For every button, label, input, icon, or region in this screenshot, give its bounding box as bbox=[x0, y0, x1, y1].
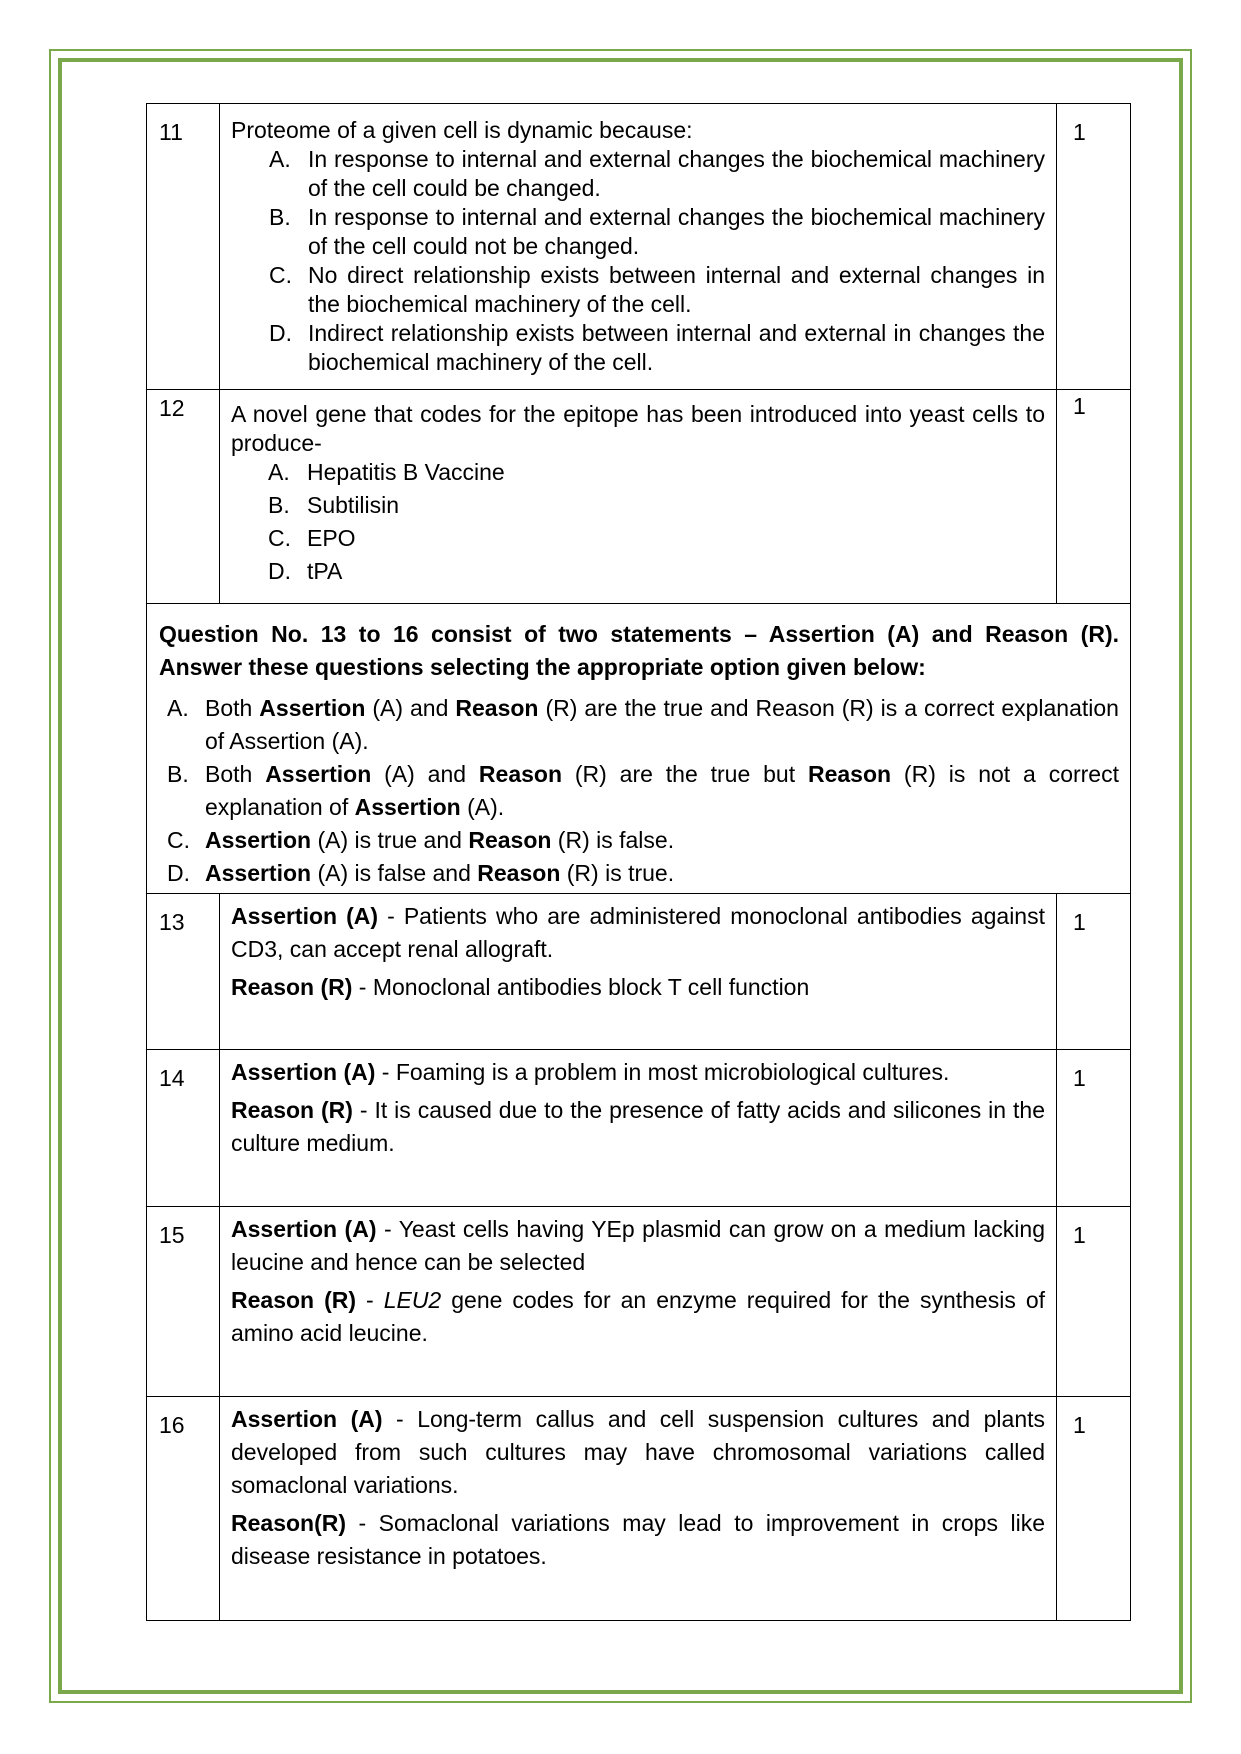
option-c bbox=[268, 524, 1045, 553]
question-marks: 1 bbox=[1057, 1050, 1131, 1207]
question-body bbox=[220, 1397, 1057, 1621]
text-run: (R) are the true but bbox=[562, 761, 808, 787]
question-body bbox=[220, 1050, 1057, 1207]
question-marks: 1 bbox=[1057, 1397, 1131, 1621]
option-b bbox=[269, 203, 1045, 261]
option-d bbox=[268, 557, 1045, 586]
text-run: (R) is true. bbox=[560, 860, 675, 886]
answer-key-list bbox=[159, 692, 1119, 890]
option-label: A. bbox=[268, 459, 290, 485]
question-number: 16 bbox=[147, 1397, 220, 1621]
question-body bbox=[220, 894, 1057, 1050]
option-c bbox=[269, 261, 1045, 319]
bold-run: Assertion bbox=[259, 695, 366, 721]
answer-key-b bbox=[167, 758, 1119, 824]
option-label: D. bbox=[268, 558, 291, 584]
question-body bbox=[220, 104, 1057, 390]
answer-key-c bbox=[167, 824, 1119, 857]
assertion-label: Assertion (A) bbox=[231, 1406, 383, 1432]
option-label: B. bbox=[269, 204, 291, 230]
bold-run: Assertion bbox=[205, 860, 312, 886]
question-number: 13 bbox=[147, 894, 220, 1050]
question-body bbox=[220, 1207, 1057, 1397]
option-a bbox=[268, 458, 1045, 487]
assertion-statement bbox=[231, 1056, 1045, 1089]
question-marks: 1 bbox=[1057, 104, 1131, 390]
option-text: No direct relationship exists between internal and external changes in the biochemical machinery of the cell. bbox=[308, 262, 1045, 317]
option-list bbox=[231, 145, 1045, 377]
reason-text: - bbox=[356, 1287, 384, 1313]
answer-key-d bbox=[167, 857, 1119, 890]
reason-label: Reason (R) bbox=[231, 1097, 353, 1123]
question-row-12 bbox=[147, 390, 1131, 604]
reason-text: - Somaclonal variations may lead to improvement in crops like disease resistance in potatoes. bbox=[231, 1510, 1045, 1569]
reason-statement bbox=[231, 1094, 1045, 1160]
question-row-16 bbox=[147, 1397, 1131, 1621]
option-text: Subtilisin bbox=[307, 492, 400, 518]
reason-label: Reason (R) bbox=[231, 1287, 357, 1313]
question-row-15 bbox=[147, 1207, 1131, 1397]
reason-text: - It is caused due to the presence of fatty acids and silicones in the culture medium. bbox=[231, 1097, 1045, 1156]
bold-run: Reason bbox=[807, 761, 892, 787]
reason-statement bbox=[231, 1507, 1045, 1573]
bold-run: Assertion bbox=[354, 794, 461, 820]
option-text: tPA bbox=[307, 558, 343, 584]
reason-label: Reason(R) bbox=[231, 1510, 347, 1536]
text-run: (A). bbox=[460, 794, 505, 820]
reason-statement bbox=[231, 1284, 1045, 1350]
option-text: Hepatitis B Vaccine bbox=[307, 459, 505, 485]
reason-text: - Monoclonal antibodies block T cell function bbox=[352, 974, 810, 1000]
question-marks: 1 bbox=[1057, 1207, 1131, 1397]
option-label: C. bbox=[167, 827, 190, 853]
question-number: 15 bbox=[147, 1207, 220, 1397]
option-label: B. bbox=[268, 492, 290, 518]
assertion-text: - Patients who are administered monoclonal antibodies against CD3, can accept renal allograft. bbox=[231, 903, 1045, 962]
bold-run: Reason bbox=[477, 860, 561, 886]
option-text: Indirect relationship exists between internal and external in changes the biochemical machinery of the cell. bbox=[308, 320, 1045, 375]
reason-label: Reason (R) bbox=[231, 974, 353, 1000]
option-d bbox=[269, 319, 1045, 377]
gene-name: LEU2 bbox=[383, 1287, 442, 1313]
bold-run: Assertion bbox=[205, 827, 312, 853]
option-text: EPO bbox=[307, 525, 356, 551]
question-sheet bbox=[146, 103, 1131, 1621]
text-run: Both bbox=[205, 761, 266, 787]
text-run: (R) is false. bbox=[551, 827, 675, 853]
option-text: In response to internal and external changes the biochemical machinery of the cell could not be changed. bbox=[308, 204, 1045, 259]
assertion-label: Assertion (A) bbox=[231, 1059, 376, 1085]
question-number: 12 bbox=[147, 390, 220, 604]
option-label: C. bbox=[268, 525, 291, 551]
question-row-13 bbox=[147, 894, 1131, 1050]
text-run: (R) are the true and Reason (R) is a correct explanation of Assertion (A). bbox=[205, 695, 1119, 754]
assertion-text: - Long-term callus and cell suspension cultures and plants developed from such cultures may have chromosomal variations called somaclonal variations. bbox=[231, 1406, 1045, 1498]
option-label: C. bbox=[269, 262, 292, 288]
bold-run: Assertion bbox=[265, 761, 372, 787]
question-stem: Proteome of a given cell is dynamic because: bbox=[231, 117, 693, 143]
assertion-text: - Yeast cells having YEp plasmid can grow on a medium lacking leucine and hence can be selected bbox=[231, 1216, 1045, 1275]
option-label: A. bbox=[167, 695, 189, 721]
reason-statement bbox=[231, 971, 1045, 1004]
answer-key-a bbox=[167, 692, 1119, 758]
option-label: D. bbox=[167, 860, 190, 886]
assertion-reason-instructions-row bbox=[147, 604, 1131, 894]
assertion-label: Assertion (A) bbox=[231, 903, 379, 929]
assertion-statement bbox=[231, 1213, 1045, 1279]
option-b bbox=[268, 491, 1045, 520]
bold-run: Reason bbox=[455, 695, 539, 721]
question-stem: A novel gene that codes for the epitope has been introduced into yeast cells to produce- bbox=[231, 401, 1045, 456]
question-row-11 bbox=[147, 104, 1131, 390]
question-marks: 1 bbox=[1057, 390, 1131, 604]
option-a bbox=[269, 145, 1045, 203]
assertion-statement bbox=[231, 900, 1045, 966]
instructions-heading: Question No. 13 to 16 consist of two statements – Assertion (A) and Reason (R). Answer these questions selecting the appropriate option given below: bbox=[159, 621, 1119, 680]
text-run: (A) and bbox=[365, 695, 456, 721]
question-body bbox=[220, 390, 1057, 604]
bold-run: Reason bbox=[478, 761, 563, 787]
question-row-14 bbox=[147, 1050, 1131, 1207]
question-number: 11 bbox=[147, 104, 220, 390]
text-run: (A) is false and bbox=[311, 860, 478, 886]
instructions-cell bbox=[147, 604, 1131, 894]
assertion-statement bbox=[231, 1403, 1045, 1502]
option-label: B. bbox=[167, 761, 189, 787]
question-marks: 1 bbox=[1057, 894, 1131, 1050]
assertion-label: Assertion (A) bbox=[231, 1216, 377, 1242]
assertion-text: - Foaming is a problem in most microbiological cultures. bbox=[375, 1059, 950, 1085]
option-label: D. bbox=[269, 320, 292, 346]
bold-run: Reason bbox=[468, 827, 552, 853]
text-run: (A) is true and bbox=[311, 827, 469, 853]
text-run: Both bbox=[205, 695, 260, 721]
question-number: 14 bbox=[147, 1050, 220, 1207]
option-text: In response to internal and external changes the biochemical machinery of the cell could be changed. bbox=[308, 146, 1045, 201]
option-label: A. bbox=[269, 146, 291, 172]
question-table bbox=[146, 103, 1131, 1621]
option-list bbox=[231, 458, 1045, 586]
text-run: (A) and bbox=[371, 761, 479, 787]
reason-text: gene codes for an enzyme required for the synthesis of amino acid leucine. bbox=[231, 1287, 1045, 1346]
text-run: (R) is not a correct explanation of bbox=[205, 761, 1119, 820]
